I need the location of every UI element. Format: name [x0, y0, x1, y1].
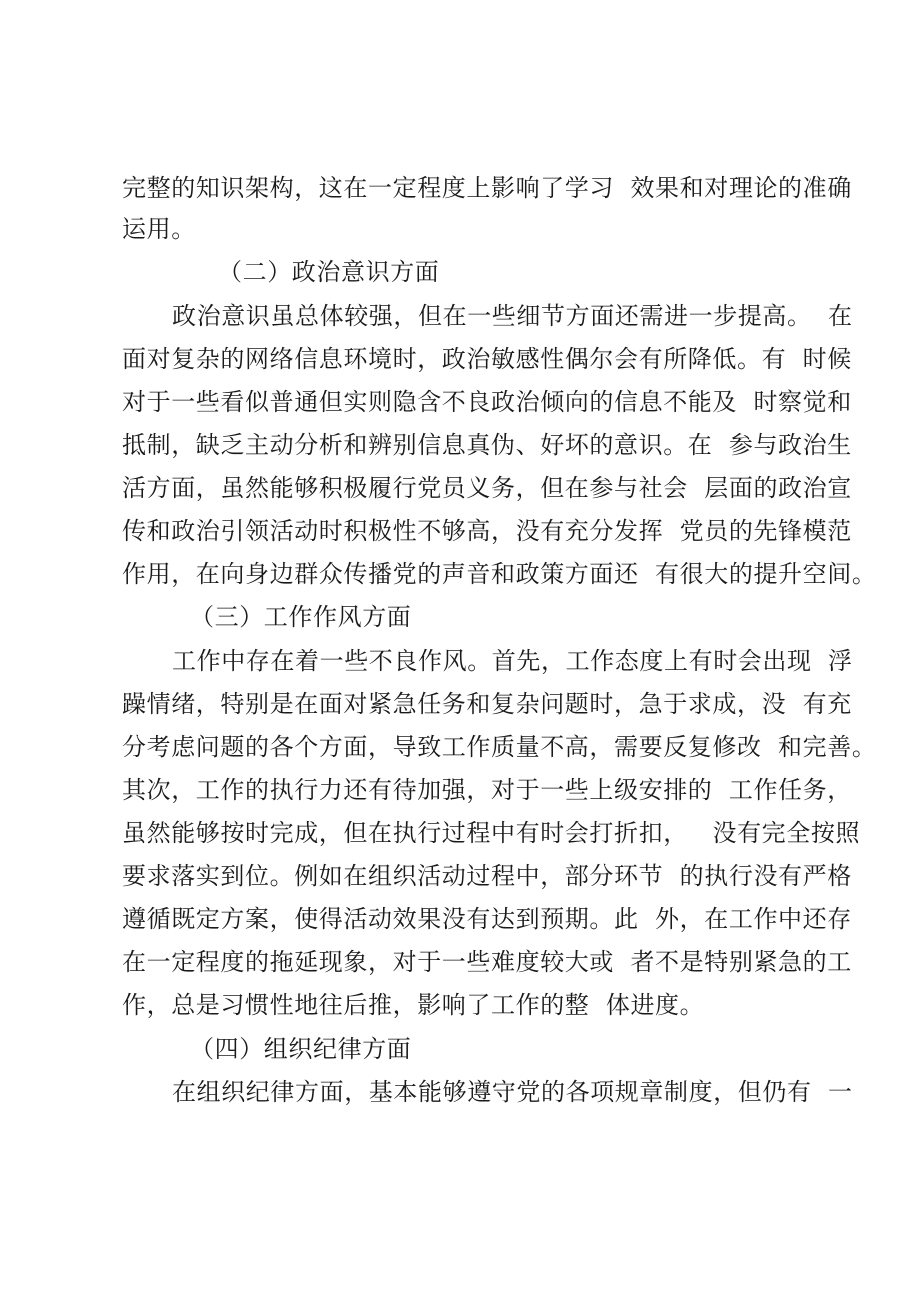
paragraph-line: 工作中存在着一些不良作风。首先，工作态度上有时会出现 浮: [172, 647, 853, 675]
section-heading: （二）政治意识方面: [218, 258, 440, 286]
paragraph-line: 完整的知识架构，这在一定程度上影响了学习 效果和对理论的准确: [122, 174, 852, 202]
paragraph-line: 遵循既定方案，使得活动效果没有达到预期。此 外，在工作中还存: [122, 905, 852, 933]
section-heading: （四）组织纪律方面: [190, 1035, 412, 1063]
paragraph-line: 分考虑问题的各个方面，导致工作质量不高，需要反复修改 和完善。: [122, 733, 877, 761]
paragraph-line: 运用。: [122, 215, 196, 243]
paragraph-line: 其次，工作的执行力还有待加强，对于一些上级安排的 工作任务，: [122, 776, 852, 804]
paragraph-line: 活方面，虽然能够积极履行党员义务，但在参与社会 层面的政治宣: [122, 474, 852, 502]
section-heading: （三）工作作风方面: [190, 603, 412, 631]
paragraph-line: 躁情绪，特别是在面对紧急任务和复杂问题时，急于求成，没 有充: [122, 690, 852, 718]
paragraph-line: 作，总是习惯性地往后推，影响了工作的整 体进度。: [122, 991, 705, 1019]
paragraph-line: 传和政治引领活动时积极性不够高，没有充分发挥 党员的先锋模范: [122, 517, 852, 545]
paragraph-line: 在一定程度的拖延现象，对于一些难度较大或 者不是特别紧急的工: [122, 948, 852, 976]
paragraph-line: 在组织纪律方面，基本能够遵守党的各项规章制度，但仍有 一: [172, 1078, 853, 1106]
paragraph-line: 抵制，缺乏主动分析和辨别信息真伪、好坏的意识。在 参与政治生: [122, 431, 852, 459]
paragraph-line: 对于一些看似普通但实则隐含不良政治倾向的信息不能及 时察觉和: [122, 388, 852, 416]
paragraph-line: 政治意识虽总体较强，但在一些细节方面还需进一步提高。 在: [172, 302, 853, 330]
paragraph-line: 作用，在向身边群众传播党的声音和政策方面还 有很大的提升空间。: [122, 560, 877, 588]
paragraph-line: 要求落实到位。例如在组织活动过程中，部分环节 的执行没有严格: [122, 862, 852, 890]
paragraph-line: 面对复杂的网络信息环境时，政治敏感性偶尔会有所降低。有 时候: [122, 345, 852, 373]
paragraph-line: 虽然能够按时完成，但在执行过程中有时会打折扣， 没有完全按照: [122, 819, 861, 847]
